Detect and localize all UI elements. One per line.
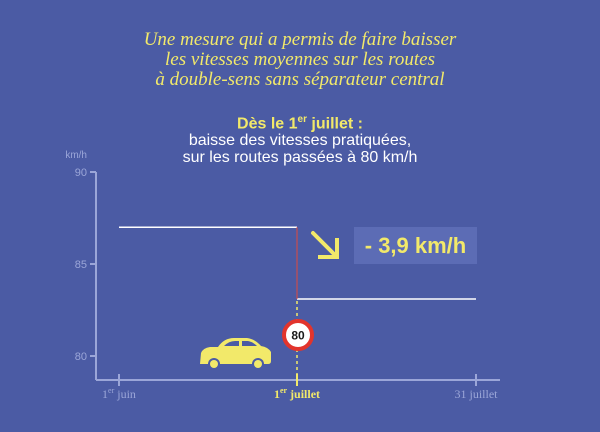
x-tick-label: 1er juillet bbox=[273, 386, 321, 401]
car-icon bbox=[200, 338, 271, 370]
subtitle-line-2: baisse des vitesses pratiquées, bbox=[188, 132, 412, 150]
headline-line-1: Une mesure qui a permis de faire baisser bbox=[143, 29, 457, 50]
y-tick-label: 85 bbox=[74, 259, 87, 271]
headline-line-2: les vitesses moyennes sur les routes bbox=[165, 49, 435, 70]
y-tick-label: 90 bbox=[74, 167, 87, 179]
sign-text: 80 bbox=[291, 328, 305, 343]
subtitle-date-prefix: Dès le 1 bbox=[237, 115, 298, 133]
subtitle-date-sup: er bbox=[297, 114, 307, 125]
subtitle-line-3: sur les routes passées à 80 km/h bbox=[182, 149, 418, 167]
headline-line-3: à double-sens sans séparateur central bbox=[155, 69, 445, 90]
x-tick-label: 1er juin bbox=[102, 386, 136, 401]
reduction-badge: - 3,9 km/h bbox=[354, 227, 477, 264]
speed-limit-80-icon bbox=[284, 321, 312, 349]
y-axis-label: km/h bbox=[65, 150, 87, 161]
arrow-shaft bbox=[313, 233, 334, 254]
car-wheel-front bbox=[254, 360, 262, 368]
x-tick-label: 31 juillet bbox=[454, 387, 498, 401]
y-tick-label: 80 bbox=[74, 351, 87, 363]
subtitle-date-suffix: juillet : bbox=[306, 115, 363, 133]
car-wheel-rear bbox=[210, 360, 218, 368]
arrow-down-right-icon bbox=[313, 233, 337, 257]
